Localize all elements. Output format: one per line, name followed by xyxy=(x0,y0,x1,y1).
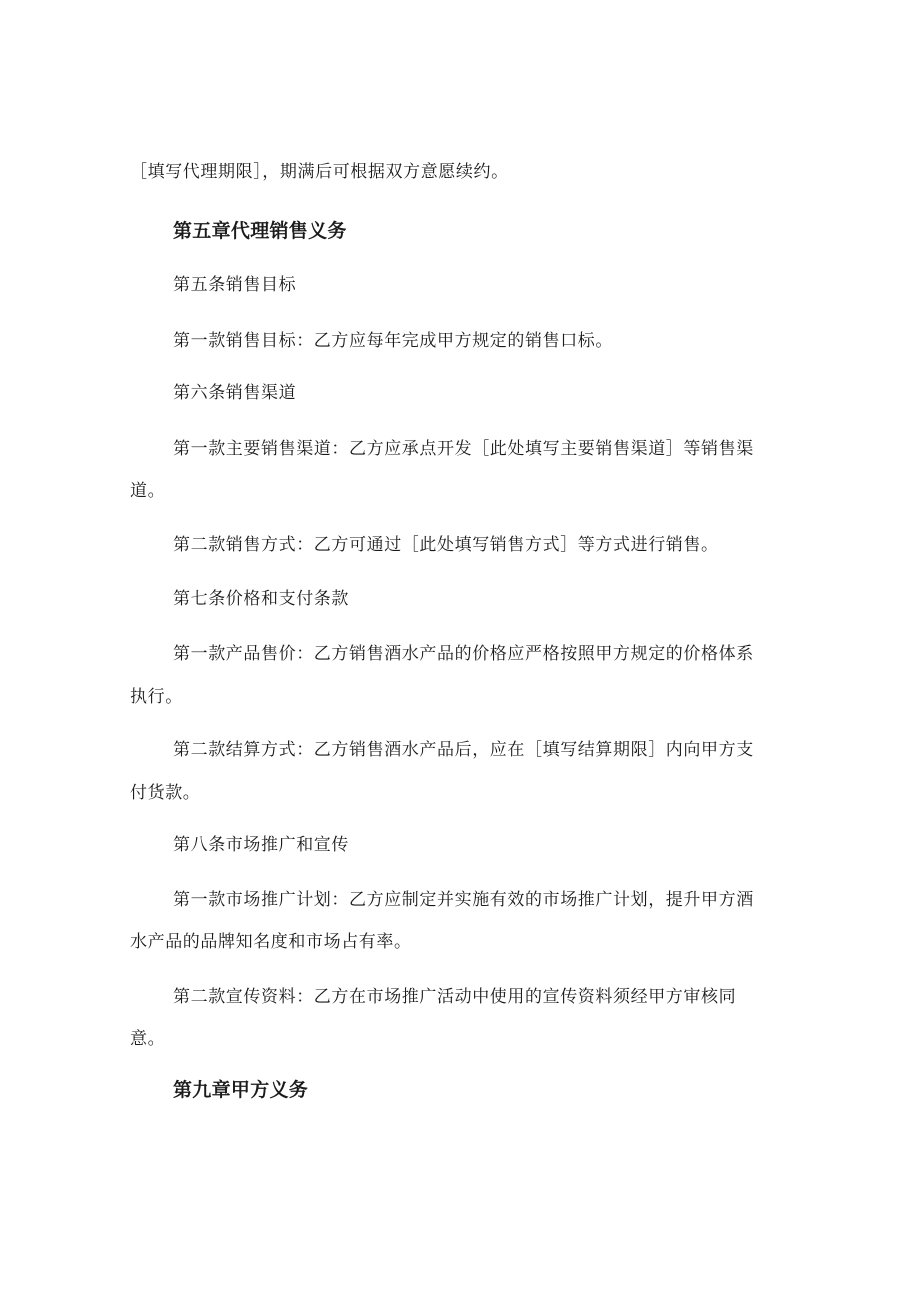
article-7-clause-1-line-2: 执行。 xyxy=(130,687,183,707)
article-7-clause-1-line-1: 第一款产品售价：乙方销售酒水产品的价格应严格按照甲方规定的价格体系 xyxy=(173,644,754,664)
chapter-5-heading: 第五章代理销售义务 xyxy=(173,220,347,242)
article-6-clause-1-line-2: 道。 xyxy=(130,481,166,501)
article-7-title: 第七条价格和支付条款 xyxy=(173,589,349,609)
article-8-title: 第八条市场推广和宣传 xyxy=(173,835,349,855)
article-8-clause-1-line-2: 水产品的品牌知名度和市场占有率。 xyxy=(130,932,412,952)
article-8-clause-2-line-1: 第二款宣传资料：乙方在市场推广活动中使用的宣传资料须经甲方审核同 xyxy=(173,987,737,1007)
article-5-clause-1: 第一款销售目标：乙方应每年完成甲方规定的销售口标。 xyxy=(173,331,613,351)
article-7-clause-2-line-2: 付货款。 xyxy=(130,783,201,803)
chapter-9-heading: 第九章甲方义务 xyxy=(173,1079,309,1101)
article-7-clause-2-line-1: 第二款结算方式：乙方销售酒水产品后，应在［填写结算期限］内向甲方支 xyxy=(173,740,754,760)
article-6-clause-1-line-1: 第一款主要销售渠道：乙方应承点开发［此处填写主要销售渠道］等销售渠 xyxy=(173,439,754,459)
article-5-title: 第五条销售目标 xyxy=(173,275,297,295)
article-6-title: 第六条销售渠道 xyxy=(173,383,297,403)
article-6-clause-2: 第二款销售方式：乙方可通过［此处填写销售方式］等方式进行销售。 xyxy=(173,535,719,555)
renewal-clause-continuation: ［填写代理期限］，期满后可根据双方意愿续约。 xyxy=(130,162,509,182)
article-8-clause-2-line-2: 意。 xyxy=(130,1029,166,1049)
article-8-clause-1-line-1: 第一款市场推广计划：乙方应制定并实施有效的市场推广计划，提升甲方酒 xyxy=(173,890,754,910)
